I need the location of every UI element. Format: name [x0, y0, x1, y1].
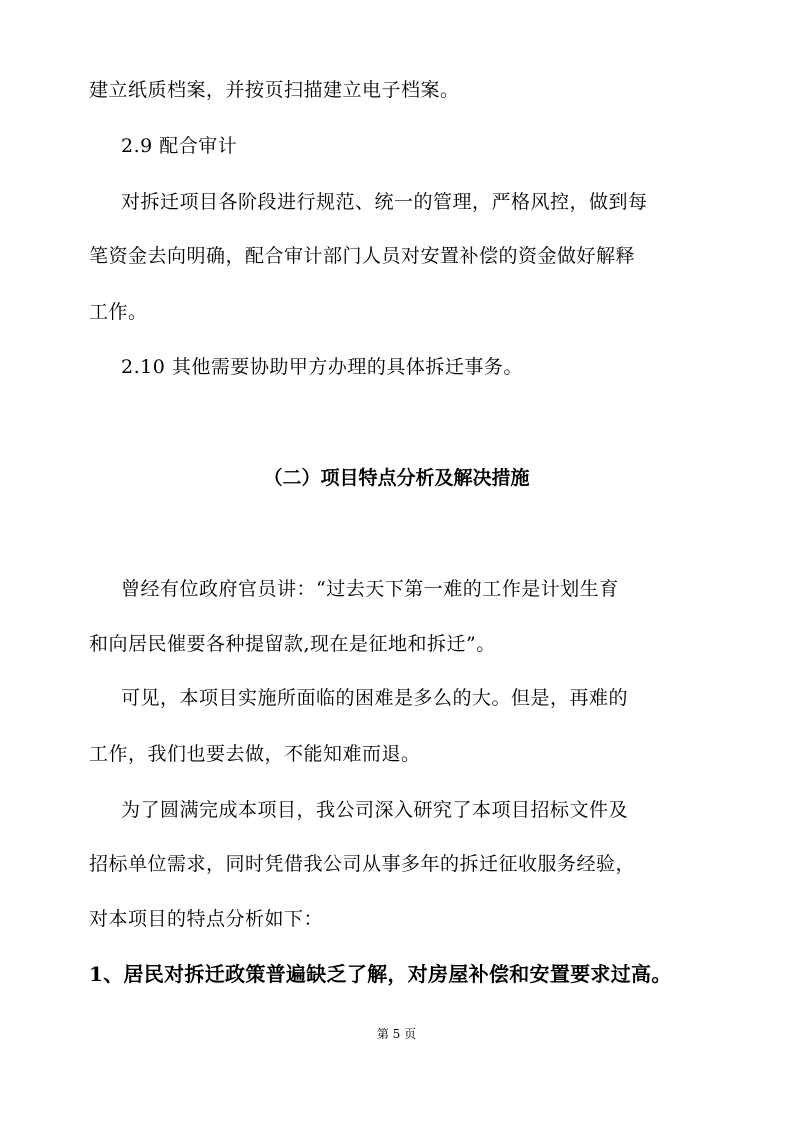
paragraph-line: 工作。 [89, 301, 148, 323]
subsection-title: 2.10 其他需要协助甲方办理的具体拆迁事务。 [121, 356, 523, 378]
paragraph-line: 可见，本项目实施所面临的困难是多么的大。但是，再难的 [121, 687, 629, 709]
subsection-title: 2.9 配合审计 [121, 135, 238, 157]
key-point-heading: 1、居民对拆迁政策普遍缺乏了解，对房屋补偿和安置要求过高。 [89, 962, 672, 986]
paragraph-line: 曾经有位政府官员讲：“过去天下第一难的工作是计划生育 [121, 578, 619, 600]
paragraph-line: 工作，我们也要去做，不能知难而退。 [89, 743, 421, 765]
paragraph-line: 对本项目的特点分析如下： [89, 908, 324, 930]
page-number: 第 5 页 [376, 1027, 417, 1041]
paragraph-line: 笔资金去向明确，配合审计部门人员对安置补偿的资金做好解释 [89, 245, 636, 267]
paragraph-line: 招标单位需求，同时凭借我公司从事多年的拆迁征收服务经验， [89, 853, 636, 875]
paragraph-line: 建立纸质档案，并按页扫描建立电子档案。 [89, 79, 460, 101]
paragraph-line: 和向居民催要各种提留款,现在是征地和拆迁”。 [89, 633, 496, 655]
section-heading: （二）项目特点分析及解决措施 [263, 467, 530, 489]
paragraph-line: 为了圆满完成本项目，我公司深入研究了本项目招标文件及 [121, 799, 629, 821]
paragraph-line: 对拆迁项目各阶段进行规范、统一的管理，严格风控，做到每 [121, 191, 648, 213]
